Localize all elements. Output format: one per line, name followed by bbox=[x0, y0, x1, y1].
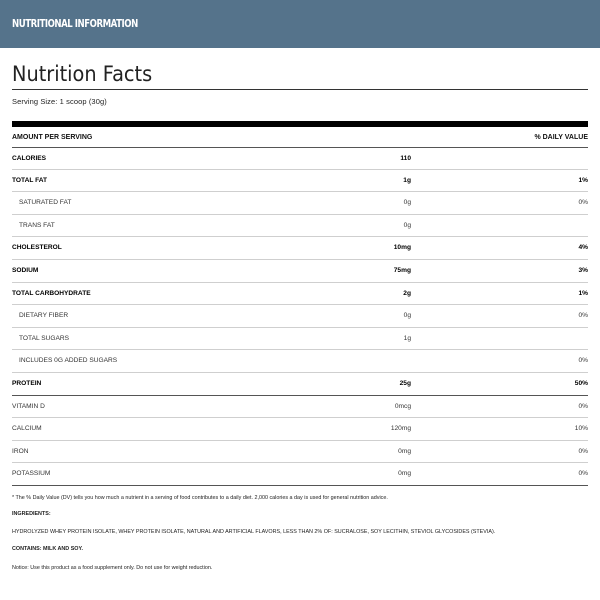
nutrient-amount: 1g bbox=[403, 334, 411, 342]
nutrient-label: SATURATED FAT bbox=[19, 199, 72, 207]
ingredients-text: HYDROLYZED WHEY PROTEIN ISOLATE, WHEY PROTEIN ISOLATE, NATURAL AND ARTIFICIAL FLAVORS, LESS THAN 2% OF: SUCRALOSE, SOY LECITHIN, STEVIOL GLYCOSIDES (STEVIA). bbox=[12, 529, 496, 535]
nutrient-amount: 0g bbox=[403, 199, 411, 207]
nutrient-amount: 25g bbox=[399, 379, 411, 387]
section-title: NUTRITIONAL INFORMATION bbox=[12, 17, 138, 30]
ingredients-heading: INGREDIENTS: bbox=[12, 511, 51, 517]
nutrient-label: POTASSIUM bbox=[12, 470, 51, 478]
nutrient-label: SODIUM bbox=[12, 266, 39, 274]
nutrient-label: TOTAL CARBOHYDRATE bbox=[12, 289, 91, 297]
table-row bbox=[12, 396, 588, 419]
table-row bbox=[12, 441, 588, 464]
table-row bbox=[12, 147, 588, 170]
nutrient-amount: 2g bbox=[403, 289, 411, 297]
nutrient-label: PROTEIN bbox=[12, 379, 42, 387]
amount-per-serving-header: AMOUNT PER SERVING bbox=[12, 134, 93, 141]
table-row bbox=[12, 463, 588, 486]
nutrient-label: CHOLESTEROL bbox=[12, 244, 62, 252]
table-row bbox=[12, 328, 588, 351]
daily-value-footnote: * The % Daily Value (DV) tells you how much a nutrient in a serving of food contributes to a daily diet. 2,000 calories a day is used for general nutrition advice. bbox=[12, 495, 388, 501]
nutrient-amount: 10mg bbox=[393, 244, 411, 252]
nutrient-daily-value: 1% bbox=[578, 289, 588, 297]
nutrient-label: CALCIUM bbox=[12, 425, 42, 433]
nutrient-amount: 120mg bbox=[390, 425, 411, 433]
nutrition-facts-title: Nutrition Facts bbox=[12, 62, 153, 86]
table-row bbox=[12, 350, 588, 373]
section-header bbox=[0, 0, 600, 48]
nutrient-label: VITAMIN D bbox=[12, 402, 45, 410]
nutrient-label: TOTAL FAT bbox=[12, 176, 48, 184]
nutrient-daily-value: 0% bbox=[578, 470, 588, 478]
nutrient-label: DIETARY FIBER bbox=[19, 312, 69, 320]
table-row bbox=[12, 192, 588, 215]
nutrient-daily-value: 1% bbox=[578, 176, 588, 184]
nutrient-amount: 0mcg bbox=[394, 402, 411, 410]
nutrition-table bbox=[12, 147, 588, 486]
nutrient-daily-value: 10% bbox=[574, 425, 588, 433]
nutrient-label: TRANS FAT bbox=[19, 221, 55, 229]
nutrient-label: IRON bbox=[12, 447, 29, 455]
nutrient-amount: 0mg bbox=[398, 470, 411, 478]
nutrient-daily-value: 0% bbox=[578, 447, 588, 455]
nutrient-daily-value: 0% bbox=[578, 402, 588, 410]
nutrient-amount: 0g bbox=[403, 221, 411, 229]
title-divider bbox=[12, 89, 588, 90]
table-row bbox=[12, 305, 588, 328]
table-row bbox=[12, 215, 588, 238]
nutrient-daily-value: 0% bbox=[578, 357, 588, 365]
table-row bbox=[12, 418, 588, 441]
supplement-notice: Notice: Use this product as a food supplement only. Do not use for weight reduction. bbox=[12, 565, 213, 571]
nutrient-amount: 0mg bbox=[398, 447, 411, 455]
nutrient-amount: 1g bbox=[403, 176, 411, 184]
nutrient-daily-value: 0% bbox=[578, 312, 588, 320]
thick-divider bbox=[12, 121, 588, 127]
nutrient-amount: 75mg bbox=[393, 266, 411, 274]
table-row bbox=[12, 283, 588, 306]
table-row bbox=[12, 170, 588, 193]
nutrient-daily-value: 0% bbox=[578, 199, 588, 207]
nutrient-daily-value: 3% bbox=[578, 266, 588, 274]
nutrient-label: TOTAL SUGARS bbox=[19, 334, 70, 342]
daily-value-header: % DAILY VALUE bbox=[534, 134, 588, 141]
table-row bbox=[12, 260, 588, 283]
nutrient-daily-value: 4% bbox=[578, 244, 588, 252]
nutrient-label: INCLUDES 0G ADDED SUGARS bbox=[19, 357, 118, 365]
nutrient-amount: 110 bbox=[400, 155, 411, 162]
allergen-statement: CONTAINS: MILK AND SOY. bbox=[12, 546, 83, 552]
nutrient-amount: 0g bbox=[403, 312, 411, 320]
serving-size: Serving Size: 1 scoop (30g) bbox=[12, 97, 107, 106]
table-row bbox=[12, 237, 588, 260]
nutrient-label: CALORIES bbox=[12, 155, 47, 162]
table-row bbox=[12, 373, 588, 396]
nutrient-daily-value: 50% bbox=[574, 379, 588, 387]
